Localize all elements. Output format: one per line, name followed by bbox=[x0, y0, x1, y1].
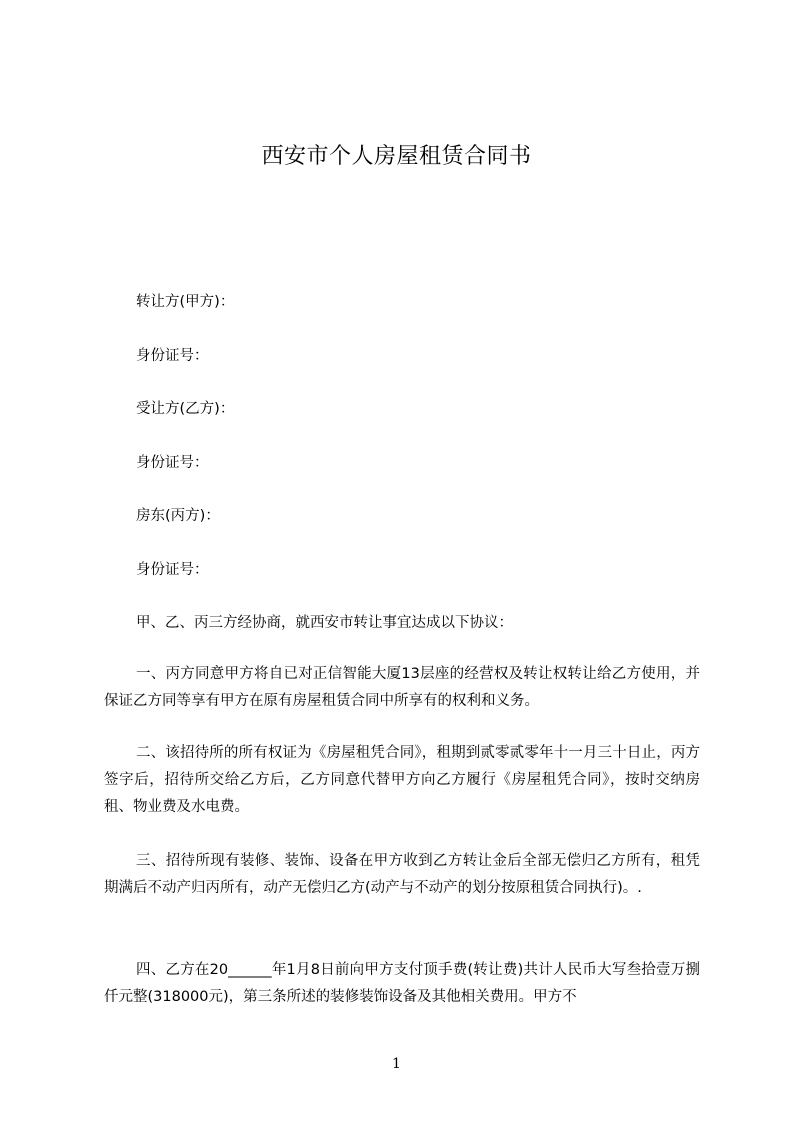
transferee-field: 受让方(乙方)： bbox=[136, 401, 235, 417]
document-title: 西安市个人房屋租赁合同书 bbox=[261, 144, 532, 169]
landlord-id-field: 身份证号： bbox=[136, 562, 209, 578]
clause-2: 二、该招待所的所有权证为《房屋租凭合同》，租期到贰零贰零年十一月三十日止，丙方签字后，招待所交给乙方后，乙方同意代替甲方向乙方履行《房屋租凭合同》，按时交纳房租、物业费及水电费。 bbox=[104, 745, 700, 815]
agreement-intro: 甲、乙、丙三方经协商，就西安市转让事宜达成以下协议： bbox=[136, 615, 513, 631]
transferor-id-field: 身份证号： bbox=[136, 348, 209, 364]
transferee-id-field: 身份证号： bbox=[136, 455, 209, 471]
transferor-field: 转让方(甲方)： bbox=[136, 294, 235, 310]
clause-1: 一、丙方同意甲方将自已对正信智能大厦13层座的经营权及转让权转让给乙方使用，并保证乙方同等享有甲方在原有房屋租赁合同中所享有的权利和义务。 bbox=[104, 666, 700, 709]
landlord-field: 房东(丙方)： bbox=[136, 508, 220, 524]
page-number: 1 bbox=[392, 1056, 401, 1072]
clause-3: 三、招待所现有装修、装饰、设备在甲方收到乙方转让金后全部无偿归乙方所有，租凭期满后不动产归丙所有，动产无偿归乙方(动产与不动产的划分按原租赁合同执行)。. bbox=[104, 853, 700, 896]
clause-4: 四、乙方在20______年1月8日前向甲方支付顶手费(转让费)共计人民币大写叁拾壹万捌仟元整(318000元)，第三条所述的装修装饰设备及其他相关费用。甲方不 bbox=[104, 962, 700, 1005]
